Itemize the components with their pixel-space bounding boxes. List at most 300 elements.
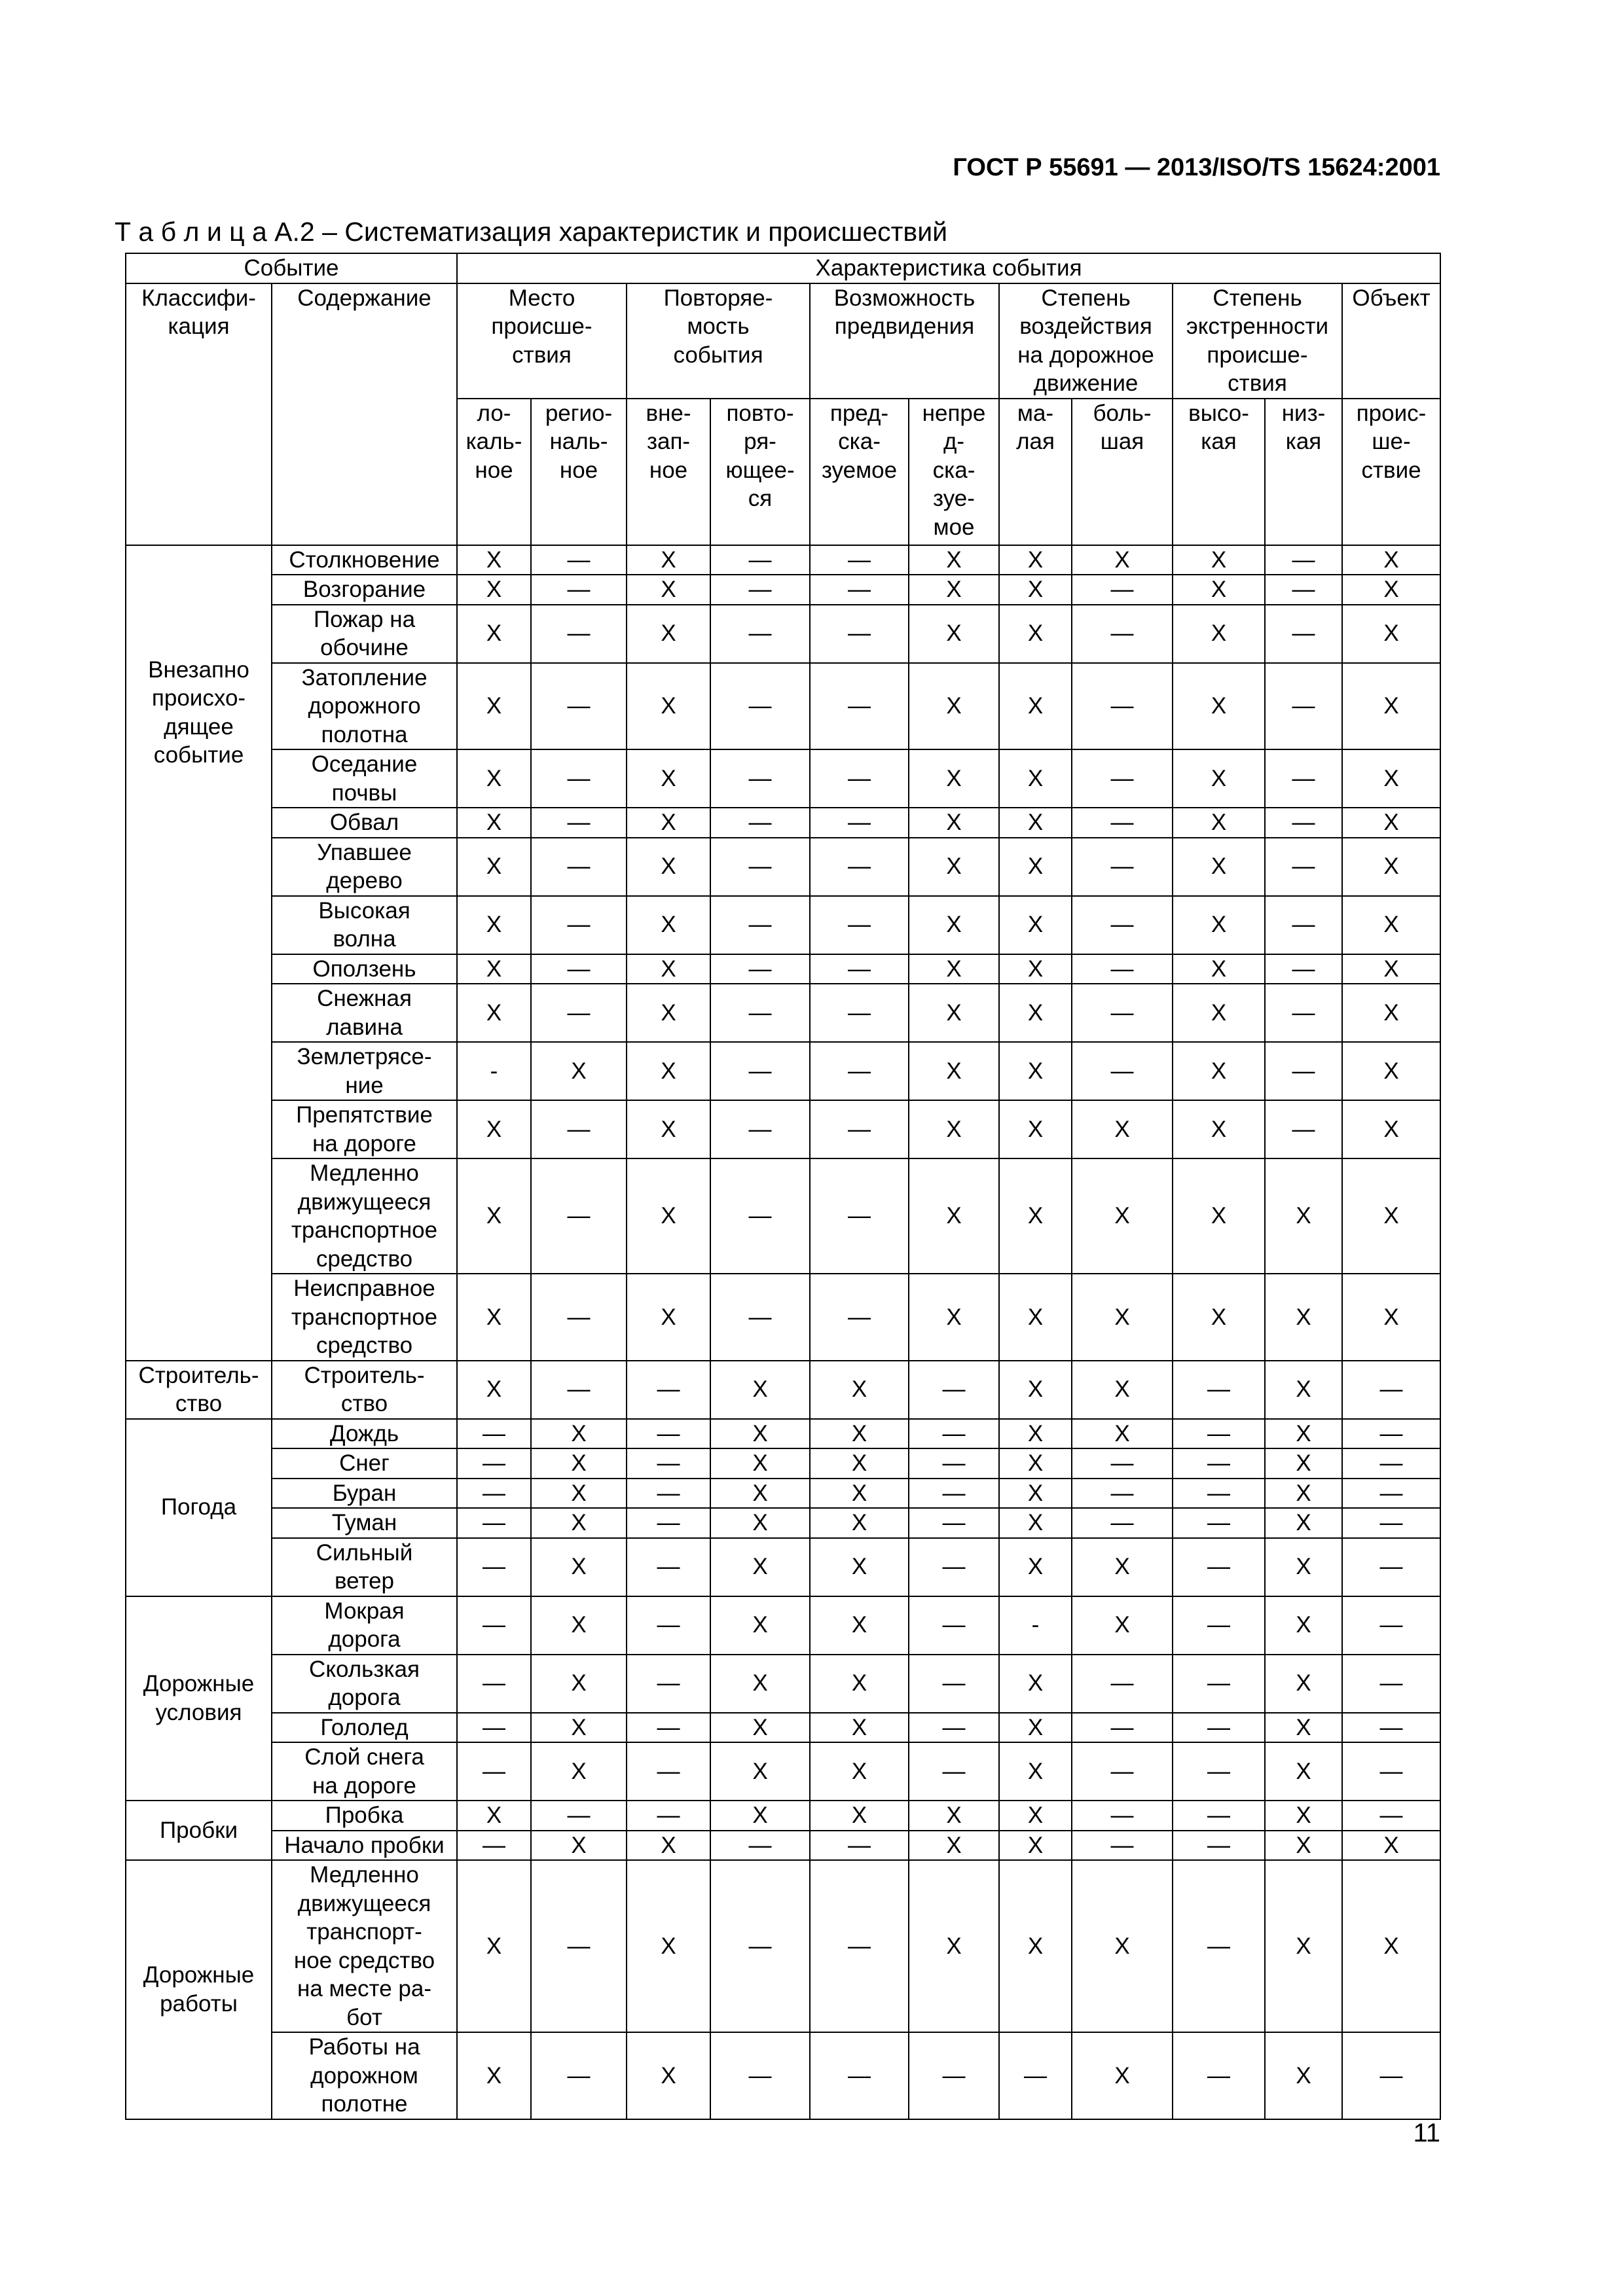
- mark-cell: —: [1342, 1508, 1440, 1538]
- mark-cell: X: [531, 1508, 627, 1538]
- table-row: [126, 1274, 1440, 1361]
- table-row: [126, 808, 1440, 838]
- mark-cell: —: [909, 1508, 999, 1538]
- content-cell: Скользкая дорога: [272, 1655, 457, 1713]
- mark-cell: X: [999, 954, 1072, 984]
- mark-cell: —: [1072, 1042, 1173, 1100]
- mark-cell: —: [1265, 1100, 1342, 1158]
- mark-cell: X: [531, 1831, 627, 1861]
- mark-cell: X: [1265, 1860, 1342, 2032]
- mark-cell: X: [999, 1538, 1072, 1596]
- mark-cell: X: [810, 1655, 909, 1713]
- mark-cell: X: [999, 1479, 1072, 1509]
- group-header: Объект: [1342, 283, 1440, 399]
- mark-cell: X: [1265, 1158, 1342, 1274]
- table-row: [126, 663, 1440, 750]
- sub-header: регио- наль- ное: [531, 399, 627, 545]
- mark-cell: X: [999, 838, 1072, 896]
- table-row: [126, 954, 1440, 984]
- mark-cell: X: [1342, 1860, 1440, 2032]
- content-cell: Возгорание: [272, 575, 457, 605]
- mark-cell: X: [710, 1713, 810, 1743]
- mark-cell: X: [909, 808, 999, 838]
- mark-cell: —: [710, 896, 810, 954]
- mark-cell: X: [627, 1042, 710, 1100]
- mark-cell: X: [457, 575, 531, 605]
- document-header: ГОСТ Р 55691 — 2013/ISO/TS 15624:2001: [953, 154, 1440, 181]
- mark-cell: —: [710, 605, 810, 663]
- mark-cell: —: [531, 2032, 627, 2119]
- mark-cell: —: [1173, 1860, 1265, 2032]
- content-cell: Мокрая дорога: [272, 1596, 457, 1655]
- mark-cell: —: [1265, 954, 1342, 984]
- mark-cell: —: [457, 1596, 531, 1655]
- mark-cell: X: [1173, 1100, 1265, 1158]
- mark-cell: X: [1342, 1158, 1440, 1274]
- mark-cell: —: [627, 1655, 710, 1713]
- mark-cell: —: [710, 1274, 810, 1361]
- mark-cell: X: [1342, 749, 1440, 808]
- mark-cell: X: [909, 984, 999, 1042]
- content-cell: Медленно движущееся транспортное средство: [272, 1158, 457, 1274]
- mark-cell: X: [909, 1801, 999, 1831]
- mark-cell: X: [1342, 1100, 1440, 1158]
- mark-cell: —: [1342, 1361, 1440, 1419]
- mark-cell: —: [627, 1479, 710, 1509]
- mark-cell: X: [710, 1361, 810, 1419]
- mark-cell: X: [999, 896, 1072, 954]
- content-cell: Препятствие на дороге: [272, 1100, 457, 1158]
- mark-cell: X: [531, 1596, 627, 1655]
- mark-cell: X: [627, 663, 710, 750]
- sub-header: ма- лая: [999, 399, 1072, 545]
- mark-cell: X: [457, 896, 531, 954]
- mark-cell: X: [627, 545, 710, 575]
- mark-cell: —: [710, 2032, 810, 2119]
- mark-cell: X: [1173, 545, 1265, 575]
- header-row-top: [126, 253, 1440, 283]
- mark-cell: X: [457, 808, 531, 838]
- mark-cell: —: [1173, 1831, 1265, 1861]
- mark-cell: X: [627, 1860, 710, 2032]
- content-cell: Снег: [272, 1448, 457, 1479]
- mark-cell: —: [1173, 1655, 1265, 1713]
- mark-cell: —: [1173, 1742, 1265, 1801]
- mark-cell: —: [457, 1508, 531, 1538]
- mark-cell: X: [999, 545, 1072, 575]
- mark-cell: —: [810, 749, 909, 808]
- mark-cell: —: [999, 2032, 1072, 2119]
- mark-cell: —: [1265, 838, 1342, 896]
- mark-cell: X: [457, 954, 531, 984]
- mark-cell: —: [710, 575, 810, 605]
- mark-cell: X: [1072, 1100, 1173, 1158]
- mark-cell: —: [457, 1538, 531, 1596]
- content-cell: Неисправное транспортное средство: [272, 1274, 457, 1361]
- mark-cell: X: [999, 663, 1072, 750]
- mark-cell: —: [909, 1655, 999, 1713]
- mark-cell: —: [710, 954, 810, 984]
- content-cell: Буран: [272, 1479, 457, 1509]
- mark-cell: X: [627, 808, 710, 838]
- content-cell: Затопление дорожного полотна: [272, 663, 457, 750]
- mark-cell: X: [999, 808, 1072, 838]
- mark-cell: X: [457, 663, 531, 750]
- content-cell: Снежная лавина: [272, 984, 457, 1042]
- mark-cell: X: [710, 1801, 810, 1831]
- mark-cell: X: [810, 1479, 909, 1509]
- mark-cell: —: [1072, 808, 1173, 838]
- mark-cell: —: [909, 2032, 999, 2119]
- table-row: [126, 1831, 1440, 1861]
- mark-cell: X: [1342, 545, 1440, 575]
- mark-cell: —: [710, 749, 810, 808]
- mark-cell: X: [999, 1158, 1072, 1274]
- mark-cell: —: [1342, 1479, 1440, 1509]
- mark-cell: X: [810, 1742, 909, 1801]
- mark-cell: —: [710, 545, 810, 575]
- table-row: [126, 749, 1440, 808]
- classification-cell: Внезапно происхо- дящее событие: [126, 545, 272, 1361]
- mark-cell: —: [1072, 1713, 1173, 1743]
- mark-cell: —: [1173, 1361, 1265, 1419]
- mark-cell: —: [457, 1831, 531, 1861]
- mark-cell: —: [810, 1042, 909, 1100]
- mark-cell: X: [457, 749, 531, 808]
- mark-cell: —: [1072, 605, 1173, 663]
- header-characteristic: Характеристика события: [457, 253, 1440, 283]
- mark-cell: X: [1173, 605, 1265, 663]
- mark-cell: —: [1072, 749, 1173, 808]
- mark-cell: —: [1265, 575, 1342, 605]
- mark-cell: X: [457, 2032, 531, 2119]
- mark-cell: X: [531, 1448, 627, 1479]
- header-row-groups: [126, 283, 1440, 399]
- mark-cell: —: [457, 1419, 531, 1449]
- mark-cell: X: [627, 984, 710, 1042]
- mark-cell: —: [1265, 663, 1342, 750]
- mark-cell: —: [457, 1742, 531, 1801]
- mark-cell: -: [999, 1596, 1072, 1655]
- mark-cell: X: [710, 1538, 810, 1596]
- mark-cell: —: [710, 838, 810, 896]
- mark-cell: X: [457, 1274, 531, 1361]
- mark-cell: —: [1265, 896, 1342, 954]
- mark-cell: X: [1173, 1158, 1265, 1274]
- mark-cell: X: [999, 984, 1072, 1042]
- mark-cell: X: [810, 1596, 909, 1655]
- mark-cell: —: [1265, 545, 1342, 575]
- content-cell: Оседание почвы: [272, 749, 457, 808]
- header-content: Содержание: [272, 283, 457, 545]
- mark-cell: —: [627, 1596, 710, 1655]
- mark-cell: X: [999, 605, 1072, 663]
- mark-cell: X: [1342, 605, 1440, 663]
- mark-cell: —: [531, 896, 627, 954]
- characteristics-table: [125, 253, 1441, 2120]
- sub-header: вне- зап- ное: [627, 399, 710, 545]
- table-row: [126, 1655, 1440, 1713]
- classification-cell: Дорожные работы: [126, 1860, 272, 2119]
- classification-cell: Погода: [126, 1419, 272, 1596]
- mark-cell: X: [909, 896, 999, 954]
- mark-cell: —: [810, 1860, 909, 2032]
- mark-cell: X: [531, 1713, 627, 1743]
- mark-cell: —: [1265, 984, 1342, 1042]
- mark-cell: X: [999, 1274, 1072, 1361]
- mark-cell: X: [1265, 1508, 1342, 1538]
- mark-cell: —: [1173, 2032, 1265, 2119]
- table-row: [126, 1538, 1440, 1596]
- content-cell: Пожар на обочине: [272, 605, 457, 663]
- mark-cell: X: [810, 1801, 909, 1831]
- mark-cell: —: [531, 545, 627, 575]
- mark-cell: —: [1342, 2032, 1440, 2119]
- mark-cell: X: [1265, 2032, 1342, 2119]
- mark-cell: X: [999, 1361, 1072, 1419]
- mark-cell: X: [457, 1361, 531, 1419]
- mark-cell: X: [909, 1831, 999, 1861]
- mark-cell: X: [1265, 1419, 1342, 1449]
- mark-cell: X: [810, 1508, 909, 1538]
- mark-cell: —: [1265, 749, 1342, 808]
- sub-header: высо- кая: [1173, 399, 1265, 545]
- mark-cell: X: [1072, 1361, 1173, 1419]
- mark-cell: X: [710, 1742, 810, 1801]
- header-classification: Классифи- кация: [126, 283, 272, 545]
- table-row: [126, 1596, 1440, 1655]
- sub-header: пред- ска- зуемое: [810, 399, 909, 545]
- mark-cell: X: [909, 749, 999, 808]
- mark-cell: X: [1265, 1479, 1342, 1509]
- mark-cell: —: [1342, 1713, 1440, 1743]
- mark-cell: —: [1342, 1596, 1440, 1655]
- mark-cell: X: [1342, 1274, 1440, 1361]
- table-row: [126, 1419, 1440, 1449]
- mark-cell: X: [1265, 1831, 1342, 1861]
- mark-cell: —: [1072, 984, 1173, 1042]
- mark-cell: —: [710, 1860, 810, 2032]
- mark-cell: —: [1072, 1831, 1173, 1861]
- mark-cell: X: [1342, 984, 1440, 1042]
- mark-cell: —: [1072, 575, 1173, 605]
- mark-cell: X: [1173, 663, 1265, 750]
- mark-cell: X: [810, 1448, 909, 1479]
- mark-cell: —: [909, 1419, 999, 1449]
- mark-cell: X: [627, 575, 710, 605]
- mark-cell: X: [810, 1361, 909, 1419]
- mark-cell: X: [909, 1042, 999, 1100]
- mark-cell: X: [627, 749, 710, 808]
- mark-cell: —: [531, 1860, 627, 2032]
- classification-cell: Дорожные условия: [126, 1596, 272, 1801]
- content-cell: Обвал: [272, 808, 457, 838]
- mark-cell: X: [710, 1508, 810, 1538]
- table-caption: Т а б л и ц а А.2 – Систематизация характеристик и происшествий: [115, 217, 948, 247]
- mark-cell: —: [810, 2032, 909, 2119]
- mark-cell: —: [531, 749, 627, 808]
- table-row: [126, 575, 1440, 605]
- mark-cell: —: [457, 1448, 531, 1479]
- mark-cell: —: [1072, 1508, 1173, 1538]
- mark-cell: X: [1265, 1361, 1342, 1419]
- mark-cell: —: [710, 1042, 810, 1100]
- content-cell: Медленно движущееся транспорт- ное средство на месте ра- бот: [272, 1860, 457, 2032]
- mark-cell: X: [1265, 1274, 1342, 1361]
- mark-cell: X: [1342, 663, 1440, 750]
- mark-cell: —: [810, 1831, 909, 1861]
- sub-header: низ- кая: [1265, 399, 1342, 545]
- group-header: Степень экстренности происше- ствия: [1173, 283, 1342, 399]
- mark-cell: —: [1342, 1448, 1440, 1479]
- table-row: [126, 1361, 1440, 1419]
- mark-cell: —: [810, 545, 909, 575]
- mark-cell: X: [1342, 1831, 1440, 1861]
- mark-cell: —: [627, 1538, 710, 1596]
- mark-cell: X: [457, 1158, 531, 1274]
- mark-cell: X: [457, 1100, 531, 1158]
- mark-cell: X: [457, 545, 531, 575]
- mark-cell: X: [1265, 1596, 1342, 1655]
- table-row: [126, 1448, 1440, 1479]
- mark-cell: —: [710, 984, 810, 1042]
- mark-cell: -: [457, 1042, 531, 1100]
- mark-cell: X: [627, 1158, 710, 1274]
- table-row: [126, 545, 1440, 575]
- content-cell: Слой снега на дороге: [272, 1742, 457, 1801]
- mark-cell: —: [627, 1508, 710, 1538]
- content-cell: Оползень: [272, 954, 457, 984]
- table-body: [126, 253, 1440, 2119]
- mark-cell: —: [710, 663, 810, 750]
- mark-cell: X: [1342, 896, 1440, 954]
- sub-header: непре д- ска- зуе- мое: [909, 399, 999, 545]
- mark-cell: —: [710, 1831, 810, 1861]
- mark-cell: —: [1173, 1448, 1265, 1479]
- table-row: [126, 605, 1440, 663]
- content-cell: Гололед: [272, 1713, 457, 1743]
- table-row: [126, 1158, 1440, 1274]
- mark-cell: X: [531, 1538, 627, 1596]
- mark-cell: —: [1342, 1419, 1440, 1449]
- mark-cell: X: [909, 1860, 999, 2032]
- table-row: [126, 1713, 1440, 1743]
- mark-cell: X: [1173, 896, 1265, 954]
- mark-cell: —: [1173, 1801, 1265, 1831]
- table-row: [126, 1479, 1440, 1509]
- mark-cell: —: [627, 1419, 710, 1449]
- table-row: [126, 1508, 1440, 1538]
- mark-cell: X: [1072, 1596, 1173, 1655]
- mark-cell: X: [531, 1742, 627, 1801]
- mark-cell: —: [710, 1100, 810, 1158]
- mark-cell: X: [909, 545, 999, 575]
- mark-cell: —: [531, 663, 627, 750]
- mark-cell: X: [810, 1419, 909, 1449]
- mark-cell: X: [457, 1801, 531, 1831]
- mark-cell: —: [1072, 1742, 1173, 1801]
- mark-cell: —: [531, 1100, 627, 1158]
- mark-cell: —: [1072, 1448, 1173, 1479]
- mark-cell: X: [1072, 1158, 1173, 1274]
- mark-cell: —: [909, 1479, 999, 1509]
- mark-cell: X: [999, 1419, 1072, 1449]
- mark-cell: X: [909, 663, 999, 750]
- mark-cell: —: [1072, 954, 1173, 984]
- mark-cell: X: [457, 605, 531, 663]
- mark-cell: —: [909, 1596, 999, 1655]
- mark-cell: —: [909, 1361, 999, 1419]
- mark-cell: —: [531, 575, 627, 605]
- mark-cell: —: [627, 1801, 710, 1831]
- mark-cell: X: [627, 1274, 710, 1361]
- mark-cell: X: [1342, 575, 1440, 605]
- mark-cell: X: [909, 1274, 999, 1361]
- mark-cell: X: [627, 1100, 710, 1158]
- mark-cell: X: [1173, 838, 1265, 896]
- table-row: [126, 1042, 1440, 1100]
- mark-cell: —: [909, 1538, 999, 1596]
- mark-cell: —: [1072, 1655, 1173, 1713]
- mark-cell: —: [810, 1158, 909, 1274]
- mark-cell: X: [1173, 575, 1265, 605]
- mark-cell: X: [710, 1596, 810, 1655]
- mark-cell: —: [457, 1479, 531, 1509]
- mark-cell: X: [1173, 954, 1265, 984]
- sub-header: повто- ря- ющее- ся: [710, 399, 810, 545]
- mark-cell: —: [810, 605, 909, 663]
- mark-cell: X: [1072, 1538, 1173, 1596]
- mark-cell: —: [1072, 1479, 1173, 1509]
- mark-cell: X: [627, 838, 710, 896]
- content-cell: Землетрясе- ние: [272, 1042, 457, 1100]
- mark-cell: X: [1342, 1042, 1440, 1100]
- mark-cell: —: [1072, 1801, 1173, 1831]
- mark-cell: —: [1342, 1742, 1440, 1801]
- mark-cell: —: [710, 1158, 810, 1274]
- mark-cell: X: [1342, 808, 1440, 838]
- mark-cell: X: [909, 838, 999, 896]
- mark-cell: —: [1173, 1596, 1265, 1655]
- mark-cell: X: [999, 1042, 1072, 1100]
- group-header: Место происше- ствия: [457, 283, 627, 399]
- mark-cell: —: [531, 838, 627, 896]
- mark-cell: X: [1173, 1042, 1265, 1100]
- mark-cell: —: [627, 1713, 710, 1743]
- mark-cell: —: [627, 1361, 710, 1419]
- mark-cell: —: [531, 1274, 627, 1361]
- mark-cell: X: [999, 1742, 1072, 1801]
- content-cell: Начало пробки: [272, 1831, 457, 1861]
- mark-cell: X: [1265, 1713, 1342, 1743]
- mark-cell: —: [627, 1742, 710, 1801]
- mark-cell: —: [810, 1274, 909, 1361]
- mark-cell: —: [1173, 1479, 1265, 1509]
- mark-cell: X: [1173, 1274, 1265, 1361]
- mark-cell: —: [810, 838, 909, 896]
- content-cell: Пробка: [272, 1801, 457, 1831]
- mark-cell: —: [909, 1448, 999, 1479]
- table-row: [126, 1860, 1440, 2032]
- mark-cell: —: [1173, 1419, 1265, 1449]
- mark-cell: X: [1342, 838, 1440, 896]
- mark-cell: —: [810, 896, 909, 954]
- mark-cell: X: [1265, 1801, 1342, 1831]
- mark-cell: X: [909, 954, 999, 984]
- sub-header: боль- шая: [1072, 399, 1173, 545]
- mark-cell: X: [710, 1479, 810, 1509]
- mark-cell: —: [1342, 1801, 1440, 1831]
